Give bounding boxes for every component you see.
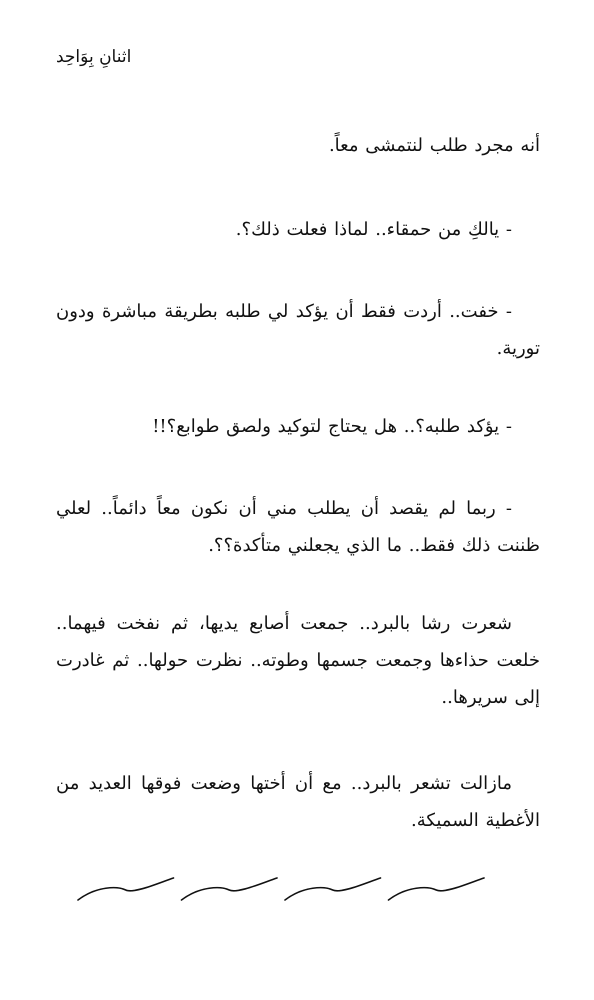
narrative-paragraph-1: شعرت رشا بالبرد.. جمعت أصابع يديها، ثم نفخت فيهما.. خلعت حذاءها وجمعت جسمها وطوته.. نظرت حولها.. ثم غادرت إلى سريرها.. (56, 613, 540, 708)
dialogue-line-2: - خفت.. أردت فقط أن يؤكد لي طلبه بطريقة مباشرة ودون تورية. (56, 301, 540, 359)
wave-stroke (78, 878, 174, 900)
dialogue-line-3: - يؤكد طلبه؟.. هل يحتاج لتوكيد ولصق طوابع؟!! (152, 416, 512, 437)
wave-stroke (285, 878, 381, 900)
paragraph-1: أنه مجرد طلب لنتمشى معاً. (328, 135, 540, 156)
narrative-paragraph-2: مازالت تشعر بالبرد.. مع أن أختها وضعت فوقها العديد من الأغطية السميكة. (56, 773, 540, 831)
dialogue-line-4: - ربما لم يقصد أن يطلب مني أن نكون معاً دائماً.. لعلي ظننت ذلك فقط.. ما الذي يجعلني متأكدة؟؟. (56, 498, 540, 556)
wave-stroke (389, 878, 485, 900)
running-header-title: اثنانِ بِوَاحِد (56, 47, 132, 67)
dialogue-line-1: - يالكِ من حمقاء.. لماذا فعلت ذلك؟. (235, 219, 512, 240)
wave-stroke (182, 878, 278, 900)
wave-divider-ornament (74, 872, 488, 906)
